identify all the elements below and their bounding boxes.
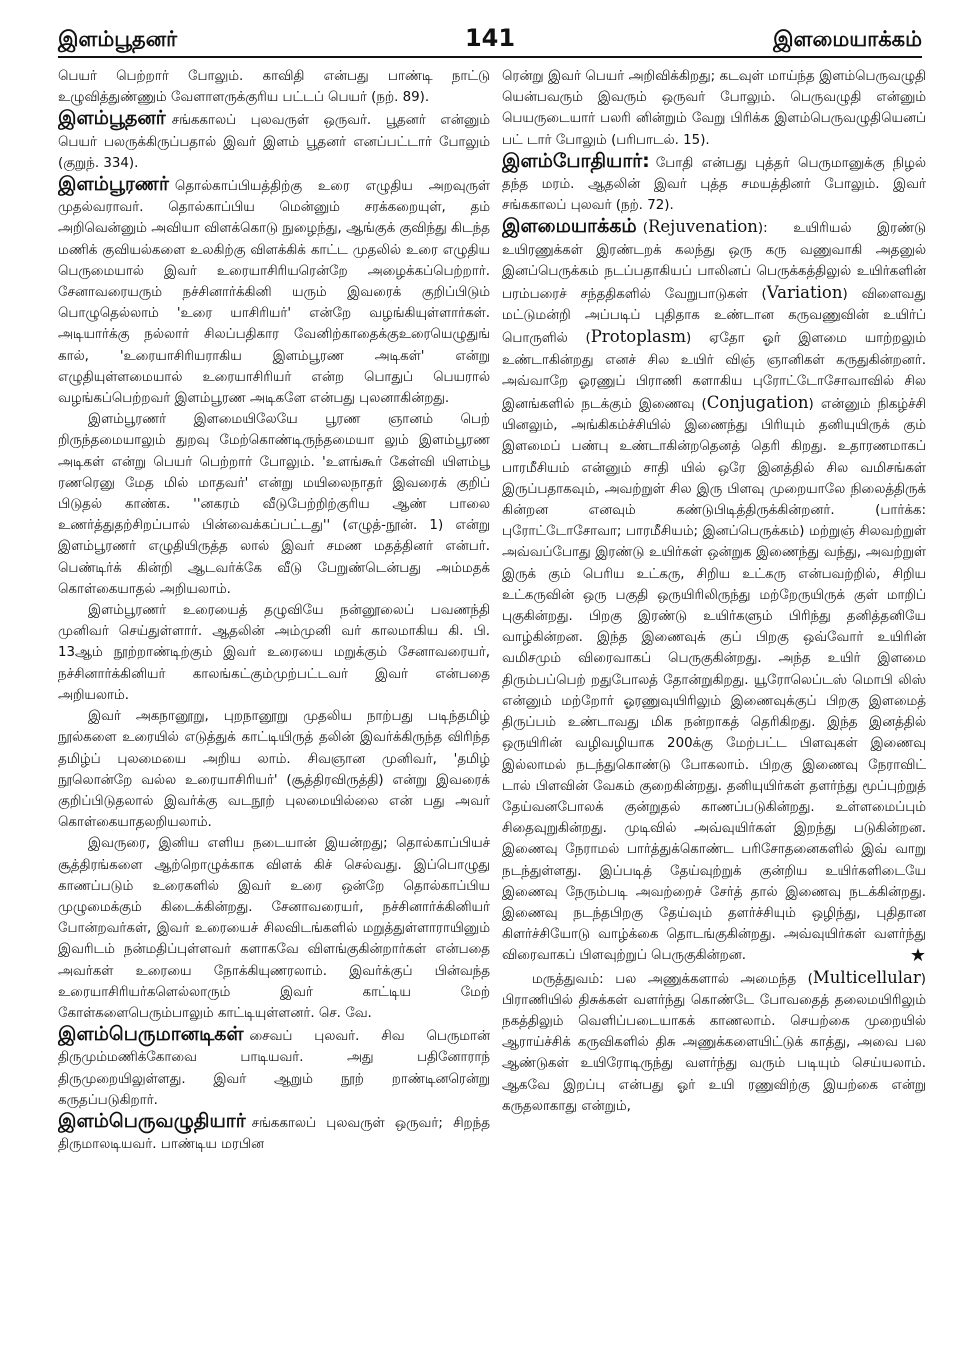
entry-text: சங்ககாலப் புலவருள் ஒருவர். பூதனர் என்னும் பெயர் பலருக்கிருப்பதால் இவர் இளம் பூதனர் எனப்பட்டார் போலும் (குறுந். 334). (58, 113, 490, 171)
right-running-head: இளமையாக்கம் (773, 27, 922, 51)
entry-paragraph: இளம்பூரணர் இளமையிலேயே பூரண ஞானம் பெற் றிருந்தமையாலும் துறவு மேற்கொண்டிருந்தமையா லும் இளம்பூரண அடிகள் என்று பெயர் பெற்றார் போலும். 'உளங்கூர் கேள்வி யிளம்பூ ரணரெனு மேத மில் மாதவர்' என்று மயிலைநாதர் இவரைக் குறிப் பிடுதல் காண்க. ''னகரம் வீடுபேற்றிற்குரிய ஆண் பாலை உணர்த்துதற்சிறப்பால் பின்வைக்கப்பட்டது'' (எழுத்-நூன். 1) என்று இளம்பூரணர் எழுதியிருத்த லால் இவர் சமண மதத்தினர் என்பர். பெண்டிர்க் கின்றி ஆடவர்க்கே வீடு பேறுண்டென்பது அம்மதக் கொள்கையாதல் அறியலாம். (58, 412, 490, 597)
entry-text: தொல்காப்பியத்திற்கு உரை எழுதிய அறவுருள் முதல்வராவர். தொல்காப்பிய மென்னும் சரக்கறையுள், தம் அறிவென்னும் அவியா விளக்கொடு நுழைந்து, ஆங்குக் குவிந்து கிடந்த மணிக் குவியல்களை உலகிற்கு விளக்கிக் காட்ட முதலில் உரை எழுதிய பெருமையால் இவர் உரையாசிரியரென்றே அழைக்கப்பெற்றார். சேனாவரையரும் நச்சினார்க்கினி யரும் இவரைக் குறிப்பிடும் பொழுதெல்லாம் 'உரை யாசிரியர்' என்றே வழங்கியுள்ளார்கள். அடியார்க்கு நல்லார் சிலப்பதிகார வேனிற்காதைக்குஉரையெழுதுங் கால், 'உரையாசிரியராகிய இளம்பூரண அடிகள்' என்று எழுதியுள்ளமையால் உரையாசிரியர் என்ற பொதுப் பெயரால் வழங்கப்பெற்றவர் இளம்பூரண அடிகளே என்பது புலனாகின்றது. (58, 179, 490, 407)
latin-term: Rejuvenation (647, 217, 758, 237)
star-icon: ★ (909, 945, 926, 967)
header-rule (58, 56, 922, 58)
entry-ilampuuthanar (58, 108, 490, 174)
entry-text: ): உயிரியல் இரண்டு உயிரணுக்கள் இரண்டறக் கலந்து ஒரு கரு வணுவாகி அதனுல் இனப்பெருக்கம் நடப்பதாகியப் பாலினப் பெருக்கத்திலுல் உயிர்களின் பரம்பரைச் சந்ததிகளில் வேறுபாடுகள் ( (502, 221, 926, 303)
page-number: 141 (464, 24, 516, 52)
continued-paragraph: ரென்று இவர் பெயர் அறிவிக்கிறது; கடவுள் மாய்ந்த இளம்பெருவழுதி யென்பவரும் இவரும் ஒருவர் போலும். பெருவழுதி என்னும் பெயருடையார் பலரி னின்றும் வேறு பிரிக்க இளம்பெருவழுதியெனப் பட் டார் போலும் (பரிபாடல். 15). (502, 69, 926, 148)
entry-text: மருத்துவம்: பல அணுக்களால் அமைந்த ( (532, 971, 813, 987)
entry-text: போதி என்பது புத்தர் பெருமானுக்கு நிழல் தந்த மரம். ஆதலின் இவர் புத்த சமயத்தினர் போலும். இவர் சங்ககாலப் புலவர் (நற். 72). (502, 155, 926, 214)
latin-term: Multicellular (812, 967, 921, 987)
entry-text: ) ஏதோ ஓர் இளமை யாற்றலும் உண்டாகின்றது எனச் சில உயிர் விஞ் ஞானிகள் கருதுகின்றனர். அவ்வாறே ஓரணுப் பிராணி களாகிய புரோட்டோசோவாவில் சில இனங்களில் நடக்கும் இணைவு ( (502, 331, 926, 413)
entry-headword: இளம்பெருமானடிகள் (58, 1023, 244, 1046)
entry-headword: இளம்போதியார்: (502, 149, 650, 172)
entry-ilampuuranar (58, 174, 490, 409)
entry-paragraph: இவர் அகநானூறு, புறநானூறு முதலிய நாற்பது படிந்தமிழ் நூல்களை உரையில் எடுத்துக் காட்டியிருத் தலின் இவர்க்கிருந்த விரிந்த தமிழ்ப் புலமையை அறிய லாம். சிவஞான முனிவர், 'தமிழ் நூலொன்றே வல்ல உரையாசிரியர்' (சூத்திரவிருத்தி) என்று இவரைக் குறிப்பிடுதலால் இவர்க்கு வடநூற் புலமையில்லை என் பது அவர் கொள்கையாதலறியலாம். (58, 709, 490, 831)
entry-headword: இளமையாக்கம் (502, 215, 637, 238)
entry-text: ) விளைவது மட்டுமன்றி அப்படிப் புதிதாக உண்டான கருவணுவின் உயிர்ப் பொருளில் ( (502, 287, 926, 347)
entry-paragraph: இவருரை, இனிய எளிய நடையான் இயன்றது; தொல்காப்பியச் சூத்திரங்களை ஆற்றொழுக்காக விளக் கிச் செல்வது. இப்பொழுது காணப்படும் உரைகளில் இவர் உரை ஒன்றே தொல்காப்பிய முழுமைக்கும் கிடைக்கின்றது. சேனாவரையர், நச்சினார்க்கினியர் போன்றவர்கள், இவர் உரையைச் சிலவிடங்களில் மறுத்துள்ளாராயினும் இவரிடம் நன்மதிப்புள்ளவர் களாகவே விளங்குகின்றார்கள் என்பதை அவர்கள் உரையை நோக்கியுணரலாம். இவர்க்குப் பின்வந்த உரையாசிரியர்களெல்லாரும் இவர் காட்டிய மேற் கோள்களைபெரும்பாலும் காட்டியுள்ளனர். செ. வே. (58, 836, 490, 1021)
continued-paragraph: பெயர் பெற்றார் போலும். காவிதி என்பது பாண்டி நாட்டு உழுவித்துண்ணும் வேளாளருக்குரிய பட்டப் பெயர் (நற். 89). (58, 69, 490, 106)
latin-term: Protoplasm (590, 327, 686, 347)
right-column (502, 66, 926, 1350)
entry-paragraph: இளம்பூரணர் உரையைத் தழுவியே நன்னூலைப் பவணந்தி முனிவர் செய்துள்ளார். ஆதலின் அம்முனி வர் காலமாகிய கி. பி. 13ஆம் நூற்றாண்டிற்கும் இவர் உரையை மறுக்கும் சேனாவரையர், நச்சினார்க்கினியர் காலங்கட்கும்முற்பட்டவர் இவர் என்பதை அறியலாம். (58, 603, 490, 703)
latin-term: Variation (766, 283, 843, 303)
left-running-head: இளம்பூதனர் (58, 27, 178, 51)
left-column (58, 66, 490, 1350)
medicine-paragraph (502, 967, 926, 1117)
entry-text: ) பிராணியில் திசுக்கள் வளர்ந்து கொண்டே போவதைத் தலைமயிரிலும் நகத்திலும் வெளிப்படையாகக் காணலாம். செயற்கை முறையில் ஆராய்ச்சிக் கருவிகளில் திசு அணுக்களையிட்டுக் காத்து, அவை பல ஆண்டுகள் உயிரோடிருந்து வளர்ந்து வரும் படியும் செய்யலாம். ஆகவே இறப்பு என்பது ஓர் உயி ரணுவிற்கு இயற்கை என்று கருதலாகாது என்றும், (502, 971, 926, 1114)
entry-ilamperumaanadigal (58, 1024, 490, 1111)
entry-headword: இளம்பூரணர் (58, 173, 169, 196)
entry-headword: இளம்பூதனர் (58, 107, 166, 130)
entry-rejuvenation (502, 216, 926, 966)
entry-ilamperuvazhuthiyaar (58, 1111, 490, 1155)
page-header (58, 14, 922, 54)
latin-term: Conjugation (706, 393, 809, 413)
entry-text: ) என்னும் நிகழ்ச்சி யினலும், அங்கிகம்ச்சியில் இணைந்து பிரியும் தனியுயிருக் கும் இளமைப் பண்பு உண்டாகின்றதெனத் தெரி கிறது. உதாரணமாகப் பாரமீசியம் என்னும் சாதி யில் ஒரே இனத்தில் சில வமிசங்கள் இருப்பதாகவும், அவற்றுள் சில இரு பிளவு முறையாலே நிலைத்திருக் கின்றன எனவும் கண்டுபிடித்திருக்கின்றனர். (பார்க்க: புரோட்டோசோவா; பாரமீசியம்; இனப்பெருக்கம்) மற்றுஞ் சிலவற்றுள் அவ்வப்போது இரண்டு உயிர்கள் ஒன்றுக இணைந்து வந்து, அவற்றுள் இருக் கும் பெரிய உட்கரு, சிறிய உட்கரு என்பவற்றில், சிறிய உட்கருவின் ஒரு பகுதி ஒருயிரிலிருந்து மற்றேருயிருக் குள் மாறிப் புகுகின்றது. பிறகு இரண்டு உயிர்களும் பிரிந்து தனித்தனியே வாழ்கின்றன. இந்த இணைவுக் குப் பிறகு ஒவ்வோர் உயிரின் வமிசமும் விரைவாகப் பெருகுகின்றது. அந்த உயிர் இளமை திரும்பப்பெற் றதுபோலத் தோன்றுகிறது. யூரோலெப்டஸ் மொபி லிஸ் என்னும் மற்றோர் ஓரணுவுயிரிலும் இணைவுக்குப் பிறகு இளமைத் திருப்பம் உண்டாவது மிக நன்றாகத் தெரிகிறது. இந்த இனத்தில் ஒருயிரின் வழிவழியாக 200க்கு மேற்பட்ட பிளவுகள் இணைவு இல்லாமல் நடந்துகொண்டு போகலாம். பிறகு இணைவு நேராவிட் டால் பிளவின் வேகம் குறைகின்றது. தனியுயிர்கள் தளர்ந்து மூப்புற்றுத் தேய்வனபோலக் குன்றுதல் காணப்படுகின்றது. உள்ளமைப்பும் சிதைவுறுகின்றது. முடிவில் அவ்வுயிர்கள் இறந்து படுகின்றன. இணைவு நேராமல் பார்த்துக்கொண்ட பரிசோதனைகளில் இவ் வாறு நடந்துள்ளது. இப்படித் தேய்வுற்றுக் குன்றிய உயிர்களிடையே இணைவு நேரும்படி அவற்றைச் சேர்த் தால் இணைவு நடக்கின்றது. இணைவு நடந்தபிறகு தேய்வும் தளர்ச்சியும் ஒழிந்து, புதிதான கிளர்ச்சியோடு வாழ்க்கை தொடங்குகின்றது. அவ்வுயிர்கள் வளர்ந்து விரைவாகப் பிளவுற்றுப் பெருகுகின்றன. (502, 397, 926, 964)
entry-ilampothiyaar (502, 151, 926, 217)
entry-text: சங்ககாலப் புலவருள் ஒருவர்; சிறந்த திருமாலடியவர். பாண்டிய மரபின (58, 1115, 490, 1153)
entry-text: சைவப் புலவர். சிவ பெருமான் திருமும்மணிக்கோவை பாடியவர். அது பதினோராந் திருமுறையிலுள்ளது. இவர் ஆறும் நூற் றாண்டினரென்று கருதப்படுகிறார். (58, 1029, 490, 1108)
entry-text: ( (642, 221, 648, 237)
entry-headword: இளம்பெருவழுதியார் (58, 1109, 246, 1132)
